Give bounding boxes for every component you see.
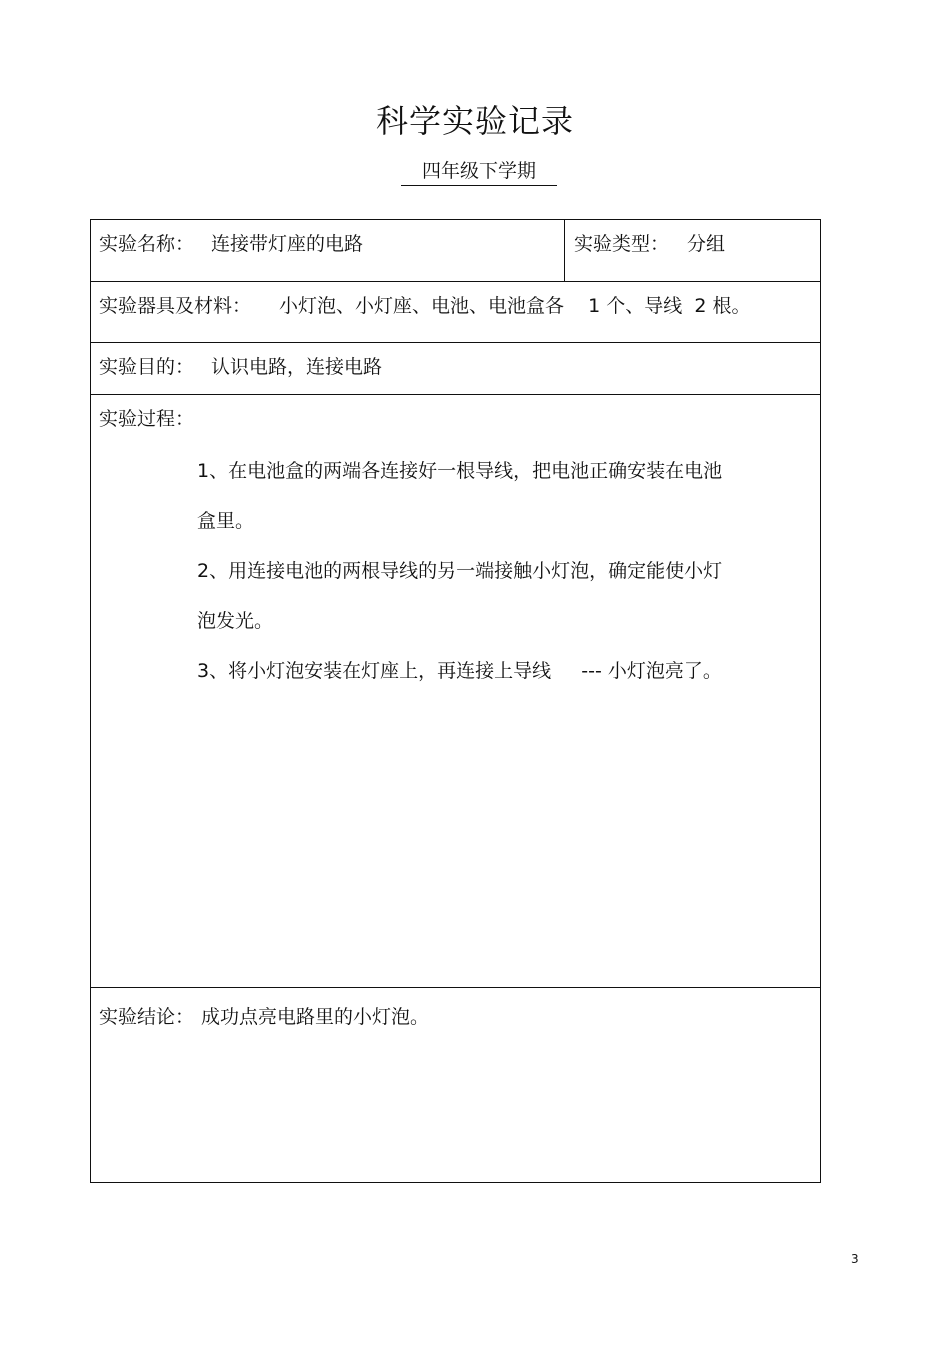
row-divider <box>91 281 820 282</box>
process-step-line: 1、在电池盒的两端各连接好一根导线，把电池正确安装在电池 <box>197 460 723 482</box>
column-divider <box>564 220 565 281</box>
process-step-line: 盒里。 <box>197 510 255 532</box>
purpose-label: 实验目的： <box>99 356 195 378</box>
process-step-line: 3、将小灯泡安装在灯座上，再连接上导线 --- 小灯泡亮了。 <box>197 660 722 682</box>
process-step-line: 泡发光。 <box>197 610 274 632</box>
document-title: 科学实验记录 <box>375 102 574 140</box>
conclusion-label: 实验结论： <box>99 1006 195 1028</box>
materials-value: 小灯泡、小灯座、电池、电池盒各 1 个、导线 2 根。 <box>279 295 751 317</box>
conclusion-value: 成功点亮电路里的小灯泡。 <box>201 1006 430 1028</box>
row-divider <box>91 394 820 395</box>
experiment-type-label: 实验类型： <box>574 233 670 255</box>
document-subtitle: 四年级下学期 <box>401 156 557 186</box>
experiment-name-label: 实验名称： <box>99 233 195 255</box>
row-divider <box>91 987 820 988</box>
purpose-value: 认识电路，连接电路 <box>211 356 383 378</box>
row-divider <box>91 342 820 343</box>
materials-label: 实验器具及材料： <box>99 295 252 317</box>
experiment-name-value: 连接带灯座的电路 <box>211 233 364 255</box>
process-step-line: 2、用连接电池的两根导线的另一端接触小灯泡，确定能使小灯 <box>197 560 723 582</box>
experiment-type-value: 分组 <box>687 233 726 255</box>
page-number: 3 <box>851 1252 859 1266</box>
experiment-record-table <box>90 219 821 1183</box>
process-label: 实验过程： <box>99 408 195 430</box>
